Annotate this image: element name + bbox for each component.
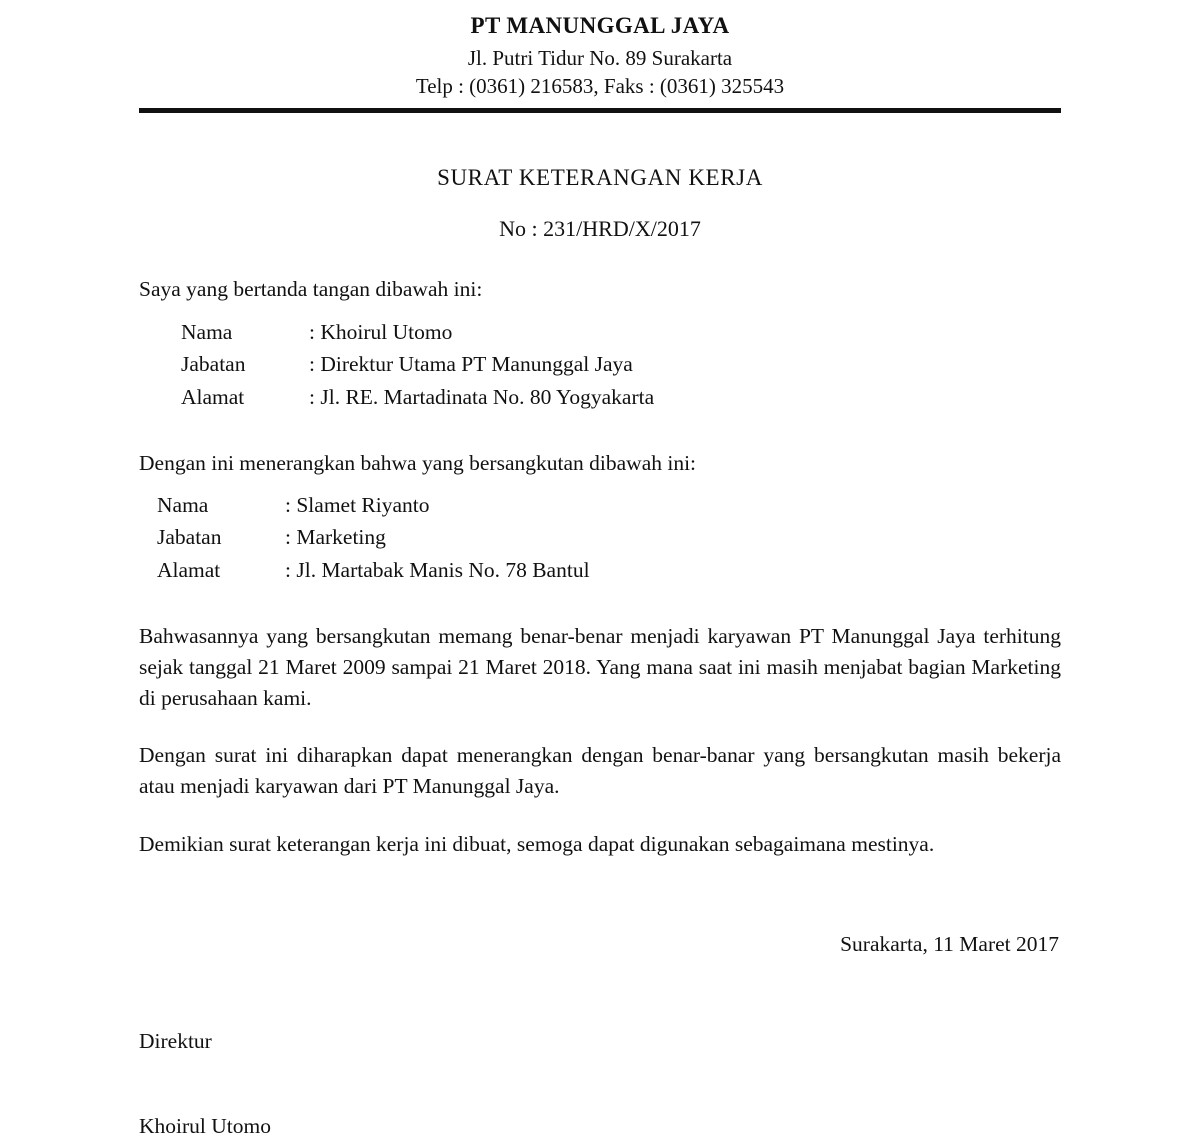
- document-body: [139, 274, 1061, 1138]
- row-value: : Slamet Riyanto: [285, 492, 430, 517]
- row-value: : Jl. Martabak Manis No. 78 Bantul: [285, 558, 590, 583]
- place-and-date: Surakarta, 11 Maret 2017: [840, 931, 1059, 956]
- company-address: Jl. Putri Tidur No. 89 Surakarta: [467, 45, 733, 70]
- signature-role: Direktur: [139, 1028, 212, 1053]
- table-row: [181, 383, 654, 416]
- letterhead: [0, 0, 1200, 113]
- document-number: No : 231/HRD/X/2017: [499, 216, 701, 242]
- title-block: [0, 165, 1200, 242]
- table-row: [157, 491, 590, 524]
- signer-details-table: [181, 318, 654, 416]
- body-paragraph-3: Demikian surat keterangan kerja ini dibuat, semoga dapat digunakan sebagaimana mestinya.: [139, 831, 935, 856]
- body-paragraph-1: Bahwasannya yang bersangkutan memang benar-benar menjadi karyawan PT Manunggal Jaya terhitung sejak tanggal 21 Maret 2009 sampai 21 Maret 2018. Yang mana saat ini masih menjabat bagian Marketing di perusahaan kami.: [139, 623, 1061, 711]
- table-row: [181, 350, 654, 383]
- document-title: SURAT KETERANGAN KERJA: [437, 165, 763, 191]
- subject-intro: Dengan ini menerangkan bahwa yang bersangkutan dibawah ini:: [139, 450, 697, 475]
- company-name: PT MANUNGGAL JAYA: [470, 13, 730, 38]
- company-contact: Telp : (0361) 216583, Faks : (0361) 325543: [415, 74, 785, 99]
- body-paragraph-2: Dengan surat ini diharapkan dapat menerangkan dengan benar-banar yang bersangkutan masih bekerja atau menjadi karyawan dari PT Manunggal Jaya.: [139, 743, 1061, 799]
- row-value: : Direktur Utama PT Manunggal Jaya: [309, 352, 633, 377]
- row-label: Nama: [181, 319, 233, 344]
- divider-line: [139, 108, 1061, 113]
- subject-details-table: [157, 491, 590, 589]
- table-row: [157, 556, 590, 589]
- row-value: : Marketing: [285, 525, 386, 550]
- signature-name: Khoirul Utomo: [139, 1113, 271, 1138]
- row-label: Jabatan: [157, 525, 222, 550]
- row-value: : Khoirul Utomo: [309, 319, 453, 344]
- row-label: Alamat: [157, 558, 221, 583]
- row-value: : Jl. RE. Martadinata No. 80 Yogyakarta: [309, 384, 655, 409]
- row-label: Alamat: [181, 384, 245, 409]
- table-row: [157, 523, 590, 556]
- signer-intro: Saya yang bertanda tangan dibawah ini:: [139, 277, 483, 302]
- row-label: Nama: [157, 492, 209, 517]
- letterhead-divider: [139, 108, 1061, 113]
- row-label: Jabatan: [181, 352, 246, 377]
- table-row: [181, 318, 654, 351]
